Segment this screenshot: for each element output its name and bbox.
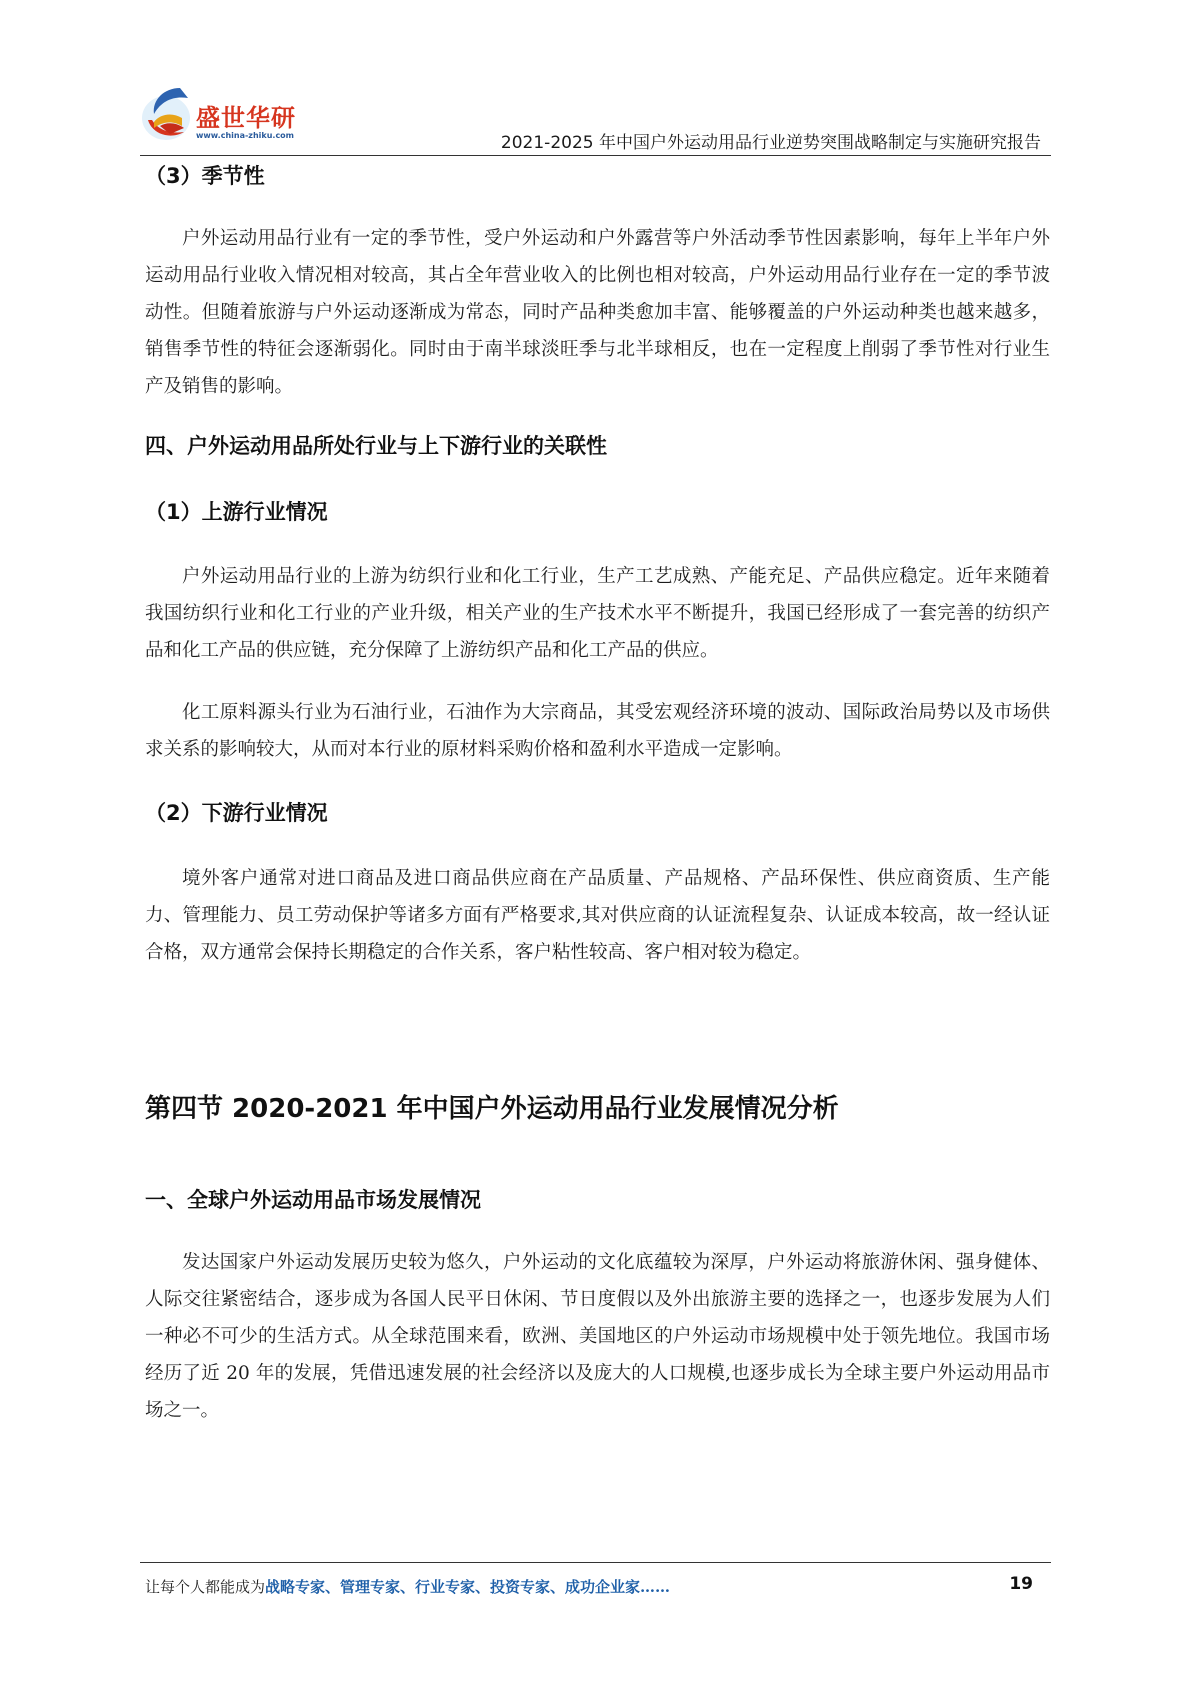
chapter-title: 第四节 2020-2021 年中国户外运动用品行业发展情况分析 xyxy=(145,1094,839,1124)
paragraph-upstream-2: 化工原料源头行业为石油行业，石油作为大宗商品，其受宏观经济环境的波动、国际政治局势以及市场供求关系的影响较大，从而对本行业的原材料采购价格和盈利水平造成一定影响。 xyxy=(145,702,1050,760)
report-title: 2021-2025 年中国户外运动用品行业逆势突围战略制定与实施研究报告 xyxy=(500,133,1041,153)
paragraph-global-market: 发达国家户外运动发展历史较为悠久，户外运动的文化底蕴较为深厚，户外运动将旅游休闲、强身健体、人际交往紧密结合，逐步成为各国人民平日休闲、节日度假以及外出旅游主要的选择之一，也逐步发展为人们一种必不可少的生活方式。从全球范围来看，欧洲、美国地区的户外运动市场规模中处于领先地位。我国市场经历了近 20 年的发展，凭借迅速发展的社会经济以及庞大的人口规模,也逐步成长为全球主要户外运动用品市场之一。 xyxy=(145,1252,1050,1421)
page-header xyxy=(0,0,1191,160)
logo-name: 盛世华研 xyxy=(196,104,296,132)
heading-section-four: 四、户外运动用品所处行业与上下游行业的关联性 xyxy=(145,434,607,458)
header-divider xyxy=(140,155,1051,156)
footer-slogan xyxy=(145,1576,670,1597)
heading-global-market: 一、全球户外运动用品市场发展情况 xyxy=(145,1188,481,1212)
footer-divider xyxy=(140,1562,1051,1563)
heading-seasonality: （3）季节性 xyxy=(145,164,265,188)
paragraph-seasonality: 户外运动用品行业有一定的季节性，受户外运动和户外露营等户外活动季节性因素影响，每年上半年户外运动用品行业收入情况相对较高，其占全年营业收入的比例也相对较高，户外运动用品行业存在一定的季节波动性。但随着旅游与户外运动逐渐成为常态，同时产品种类愈加丰富、能够覆盖的户外运动种类也越来越多，销售季节性的特征会逐渐弱化。同时由于南半球淡旺季与北半球相反，也在一定程度上削弱了季节性对行业生产及销售的影响。 xyxy=(145,228,1050,397)
logo-url: www.china-zhiku.com xyxy=(196,131,295,140)
footer-highlight: 战略专家、管理专家、行业专家、投资专家、成功企业家…… xyxy=(265,1578,671,1596)
page-number: 19 xyxy=(1009,1574,1033,1594)
paragraph-downstream: 境外客户通常对进口商品及进口商品供应商在产品质量、产品规格、产品环保性、供应商资质、生产能力、管理能力、员工劳动保护等诸多方面有严格要求,其对供应商的认证流程复杂、认证成本较高，故一经认证合格，双方通常会保持长期稳定的合作关系，客户粘性较高、客户相对较为稳定。 xyxy=(145,868,1050,963)
heading-downstream: （2）下游行业情况 xyxy=(145,801,328,825)
footer-prefix: 让每个人都能成为 xyxy=(145,1578,266,1596)
paragraph-upstream-1: 户外运动用品行业的上游为纺织行业和化工行业，生产工艺成熟、产能充足、产品供应稳定。近年来随着我国纺织行业和化工行业的产业升级，相关产业的生产技术水平不断提升，我国已经形成了一套完善的纺织产品和化工产品的供应链，充分保障了上游纺织产品和化工产品的供应。 xyxy=(145,566,1050,661)
heading-upstream: （1）上游行业情况 xyxy=(145,500,328,524)
